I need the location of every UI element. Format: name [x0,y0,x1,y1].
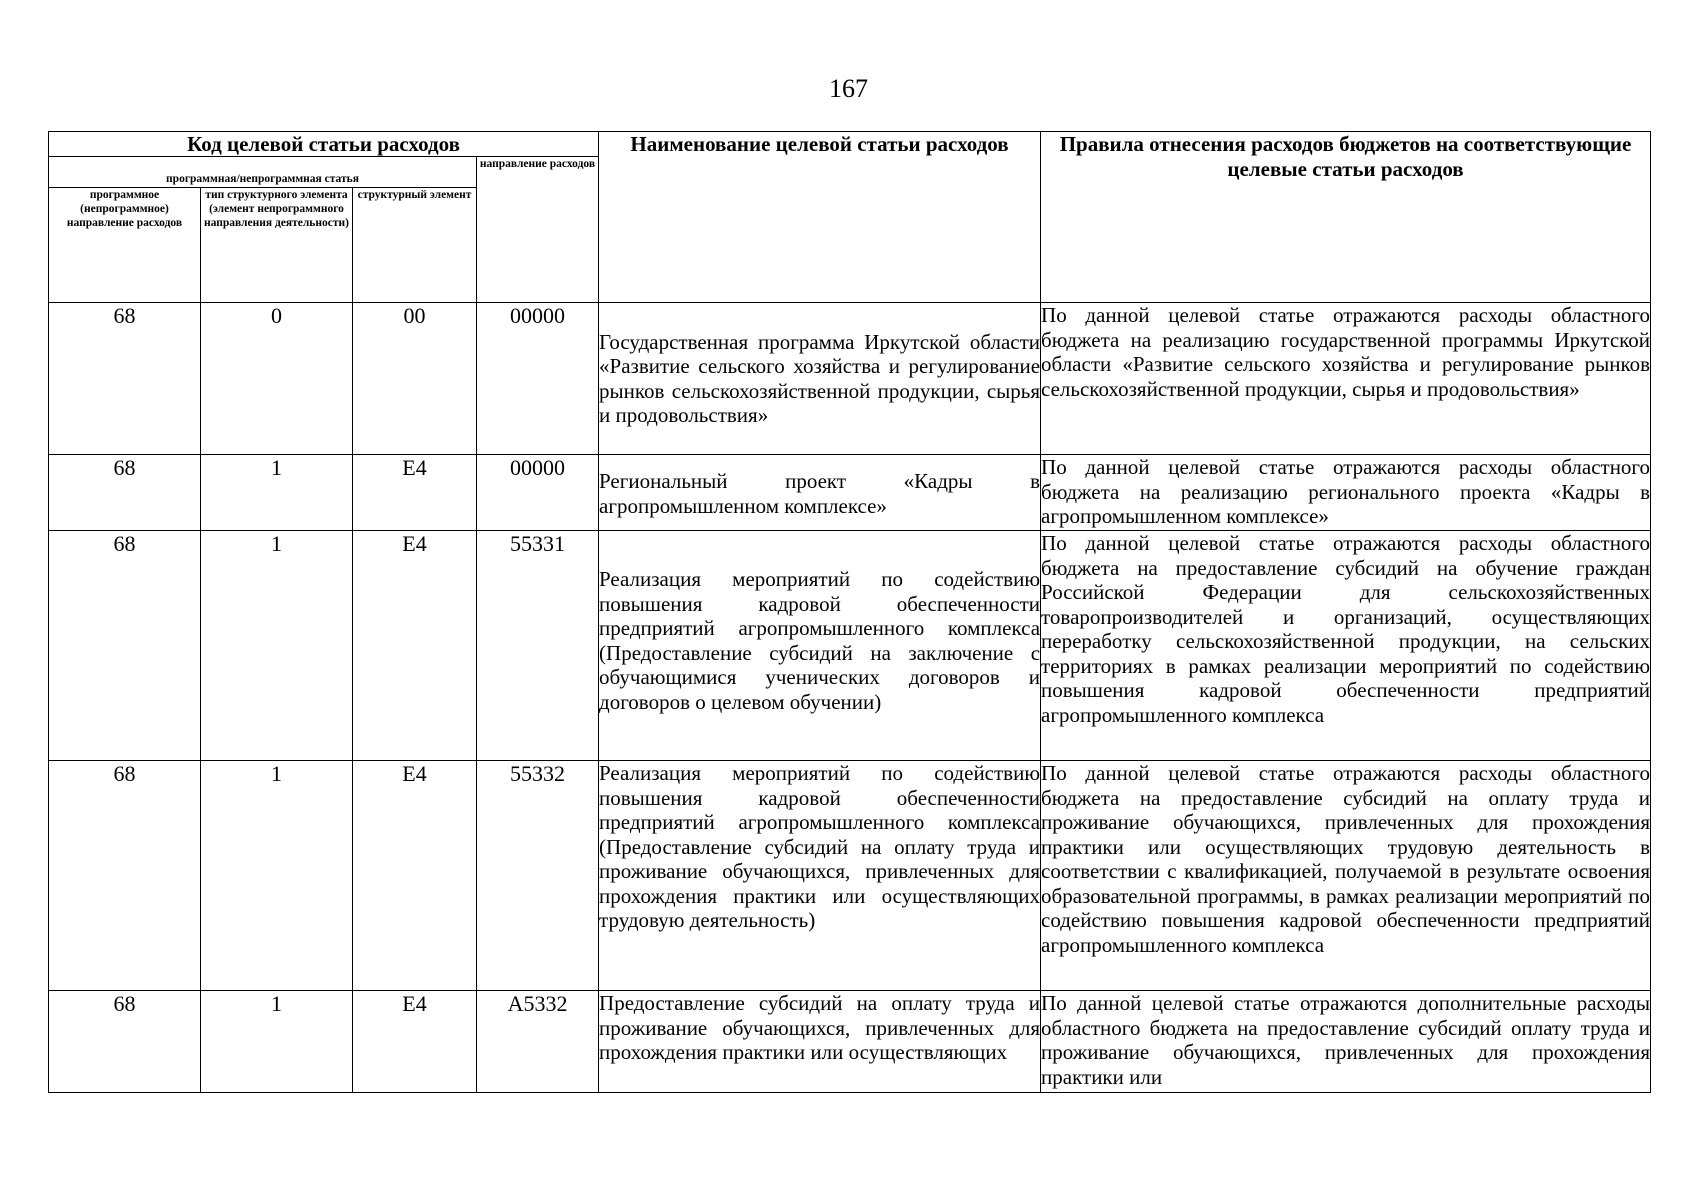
header-direction: направление расходов [477,157,599,303]
header-rules: Правила отнесения расходов бюджетов на соответствующие целевые статьи расходов [1041,132,1651,303]
header-program-group: программная/непрограммная статья [49,157,477,188]
cell-name: Региональный проект «Кадры в агропромышленном комплексе» [599,455,1041,531]
cell-type: 1 [201,455,353,531]
cell-struct: Е4 [353,991,477,1093]
table-row [49,455,1651,531]
cell-struct: Е4 [353,531,477,761]
page-number: 167 [829,74,868,103]
cell-rule: По данной целевой статье отражаются расходы областного бюджета на реализацию регионального проекта «Кадры в агропромышленном комплексе» [1041,455,1651,531]
cell-type: 1 [201,761,353,991]
header-col-struct: структурный элемент [353,188,477,303]
cell-name: Предоставление субсидий на оплату труда и проживание обучающихся, привлеченных для прохождения практики или осуществляющих [599,991,1041,1093]
cell-program: 68 [49,455,201,531]
cell-rule: По данной целевой статье отражаются дополнительные расходы областного бюджета на предоставление субсидий оплату труда и проживание обучающихся, привлеченных для прохождения практики или [1041,991,1651,1093]
cell-name: Реализация мероприятий по содействию повышения кадровой обеспеченности предприятий агропромышленного комплекса (Предоставление субсидий на оплату труда и проживание обучающихся, привлеченных для прохождения практики или осуществляющих трудовую деятельность) [599,761,1041,991]
cell-program: 68 [49,531,201,761]
cell-name: Государственная программа Иркутской области «Развитие сельского хозяйства и регулирование рынков сельскохозяйственной продукции, сырья и продовольствия» [599,303,1041,455]
cell-rule: По данной целевой статье отражаются расходы областного бюджета на предоставление субсидий на оплату труда и проживание обучающихся, привлеченных для прохождения практики или осуществляющих трудовую деятельность в соответствии с квалификацией, получаемой в результате освоения образовательной программы, в рамках реализации мероприятий по содействию повышения кадровой обеспеченности предприятий агропромышленного комплекса [1041,761,1651,991]
table-row [49,531,1651,761]
cell-type: 1 [201,531,353,761]
cell-struct: Е4 [353,761,477,991]
cell-direction: 55331 [477,531,599,761]
cell-type: 0 [201,303,353,455]
target-expense-table [48,131,1651,1093]
cell-program: 68 [49,991,201,1093]
cell-rule: По данной целевой статье отражаются расходы областного бюджета на предоставление субсидий на обучение граждан Российской Федерации для сельскохозяйственных товаропроизводителей и организаций, осуществляющих переработку сельскохозяйственной продукции, на сельских территориях в рамках реализации мероприятий по содействию повышения кадровой обеспеченности предприятий агропромышленного комплекса [1041,531,1651,761]
header-col-type: тип структурного элемента (элемент непрограммного направления деятельности) [201,188,353,303]
table-row [49,761,1651,991]
header-name: Наименование целевой статьи расходов [599,132,1041,303]
cell-direction: 00000 [477,455,599,531]
cell-program: 68 [49,303,201,455]
cell-direction: 55332 [477,761,599,991]
cell-direction: 00000 [477,303,599,455]
cell-struct: Е4 [353,455,477,531]
header-code-group: Код целевой статьи расходов [49,132,599,157]
cell-type: 1 [201,991,353,1093]
cell-name: Реализация мероприятий по содействию повышения кадровой обеспеченности предприятий агропромышленного комплекса (Предоставление субсидий на заключение с обучающимися ученических договоров и договоров о целевом обучении) [599,531,1041,761]
cell-struct: 00 [353,303,477,455]
table-row [49,991,1651,1093]
header-col-program: программное (непрограммное) направление расходов [49,188,201,303]
table-row [49,303,1651,455]
cell-rule: По данной целевой статье отражаются расходы областного бюджета на реализацию государственной программы Иркутской области «Развитие сельского хозяйства и регулирование рынков сельскохозяйственной продукции, сырья и продовольствия» [1041,303,1651,455]
cell-direction: А5332 [477,991,599,1093]
cell-program: 68 [49,761,201,991]
